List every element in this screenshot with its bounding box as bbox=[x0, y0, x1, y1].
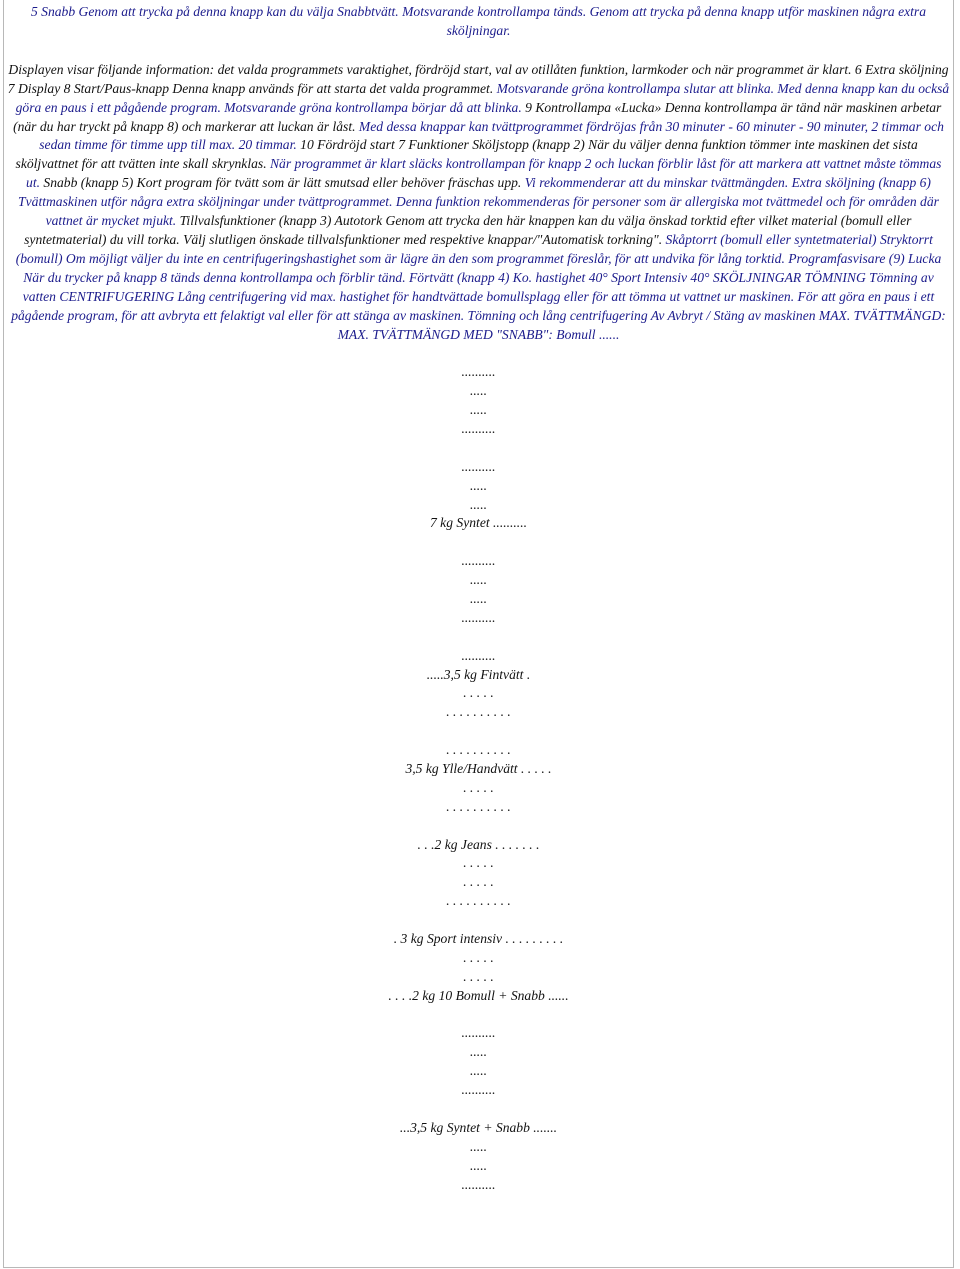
list-row: ..... bbox=[470, 1138, 487, 1154]
list-row: 3,5 kg Ylle/Handvätt . . . . . bbox=[405, 761, 552, 776]
list-row: . . . . . . . . . . bbox=[446, 704, 511, 720]
list-row: ..... bbox=[470, 1157, 487, 1173]
list-row: . . . . . bbox=[463, 874, 494, 890]
list-row: ..... bbox=[470, 402, 487, 418]
body-p5: Tillvalsfunktioner (knapp 3) Autotork Genom att trycka den här knappen kan du välja önskad torktid efter vilket material (bomull eller syntetmaterial) du vill torka. Välj slutligen önskade tillvalsfunktioner med respektive knappar/"Automatisk torkning". bbox=[24, 213, 912, 247]
body-p1: Displayen visar följande information: det valda programmets varaktighet, fördröjd start, val av otillåten funktion, larmkoder och när programmet är klart. 6 Extra sköljning 7 Display 8 Start/Paus-knapp Denna knapp används för att starta det valda programmet. bbox=[7, 61, 949, 96]
list-row: . . . . . bbox=[463, 855, 494, 871]
list-row: . . .2 kg Jeans . . . . . . . bbox=[417, 836, 540, 852]
list-row: .......... bbox=[461, 553, 496, 569]
list-row: 7 kg Syntet .......... bbox=[429, 515, 528, 531]
intro-text: 5 Snabb Genom att trycka på denna knapp kan du välja Snabbtvätt. Motsvarande kontrollampa tänds. Genom att trycka på denna knapp utför maskinen några extra sköljningar. bbox=[30, 4, 927, 38]
main-paragraph bbox=[4, 61, 953, 345]
list-row: ..... bbox=[470, 590, 487, 606]
body-p3-highlight: När programmet är klart släcks kontrollampan för knapp 2 och luckan förblir låst för att markera att vattnet måste tömmas ut. bbox=[26, 156, 942, 191]
list-row: .......... bbox=[461, 420, 496, 436]
list-row: ...3,5 kg Syntet + Snabb ....... bbox=[399, 1119, 558, 1135]
list-row: . . . . . bbox=[463, 968, 494, 984]
list-row: ..... bbox=[470, 1044, 487, 1060]
list-row: .......... bbox=[461, 364, 496, 380]
body-p1-highlight: Motsvarande gröna kontrollampa slutar att blinka. Med denna knapp kan du också göra en paus i ett pågående program. Motsvarande gröna kontrollampa börjar då att blinka. bbox=[15, 80, 950, 115]
list-row: . . . . . . . . . . bbox=[446, 742, 511, 758]
list-row bbox=[4, 628, 953, 647]
list-row: .......... bbox=[461, 1176, 496, 1192]
list-row bbox=[4, 722, 953, 741]
list-row: . . . . . bbox=[463, 685, 494, 701]
list-row: .......... bbox=[461, 647, 496, 663]
document-page bbox=[3, 0, 954, 1268]
body-p2-highlight: Med dessa knappar kan tvättprogrammet fördröjas från 30 minuter - 60 minuter - 90 minuter, 2 timmar och sedan timme för timme upp till max. 20 timmar. bbox=[39, 118, 944, 153]
list-row bbox=[4, 1006, 953, 1025]
list-row: ..... bbox=[470, 383, 487, 399]
list-row bbox=[4, 533, 953, 552]
list-row: .....3,5 kg Fintvätt . bbox=[426, 666, 531, 682]
body-p4-highlight: Vi rekommenderar att du minskar tvättmängden. Extra sköljning (knapp 6) Tvättmaskinen utför några extra sköljningar under tvättprogrammet. Denna funktion rekommenderas för personer som är allergiska mot tvättmedel och för områden där vattnet är mycket mjukt. bbox=[18, 175, 939, 229]
list-row: . . . . . bbox=[463, 949, 494, 965]
list-row bbox=[4, 344, 953, 363]
list-row: . . . .2 kg 10 Bomull + Snabb ...... bbox=[388, 987, 569, 1003]
list-row: . . . . . . . . . . bbox=[446, 893, 511, 909]
list-row: .......... bbox=[461, 1082, 496, 1098]
list-row bbox=[4, 911, 953, 930]
list-row: . . . . . . . . . . bbox=[446, 798, 511, 814]
list-row: .......... bbox=[461, 1025, 496, 1041]
list-row bbox=[4, 817, 953, 836]
list-row: ..... bbox=[470, 572, 487, 588]
capacity-list bbox=[4, 344, 953, 1194]
list-row: .......... bbox=[461, 458, 496, 474]
body-p2: 9 Kontrollampa «Lucka» Denna kontrollampa är tänd när maskinen arbetar (när du har tryckt på knapp 8) och markerar att luckan är låst. bbox=[13, 99, 942, 134]
list-row bbox=[4, 1100, 953, 1119]
list-row bbox=[4, 439, 953, 458]
list-row: ..... bbox=[470, 496, 487, 512]
intro-paragraph bbox=[4, 3, 953, 41]
list-row: ..... bbox=[470, 1063, 487, 1079]
list-row: . 3 kg Sport intensiv . . . . . . . . . bbox=[393, 931, 564, 947]
body-p5-highlight: Skåptorrt (bomull eller syntetmaterial) Stryktorrt (bomull) Om möjligt väljer du inte en centrifugeringshastighet som är lägre än den som programmet föreslår, för att undvika för lång torktid. Programfasvisare (9) Lucka När du trycker på knapp 8 tänds denna kontrollampa och förblir tänd. Förtvätt (knapp 4) Ko. hastighet 40° Sport Intensiv 40° SKÖLJNINGAR TÖMNING Tömning av vatten CENTRIFUGERING Lång centrifugering vid max. hastighet för handtvättade bomullsplagg eller för att tömma ut vattnet ur maskinen. För att göra en paus i ett pågående program, för att avbryta ett felaktigt val eller för att stänga av maskinen. Tömning och lång centrifugering Av Avbryt / Stäng av maskinen MAX. TVÄTTMÄNGD: MAX. TVÄTTMÄNGD MED "SNABB": Bomull ...... bbox=[11, 231, 946, 342]
list-row: .......... bbox=[461, 609, 496, 625]
body-p4: Snabb (knapp 5) Kort program för tvätt som är lätt smutsad eller behöver fräschas upp. bbox=[40, 175, 522, 191]
list-row: ..... bbox=[470, 477, 487, 493]
body-p3: 10 Fördröjd start 7 Funktioner Sköljstopp (knapp 2) När du väljer denna funktion tömmer inte maskinen det sista sköljvattnet för att tvätten inte skall skrynklas. bbox=[15, 137, 918, 172]
list-row: . . . . . bbox=[463, 779, 494, 795]
